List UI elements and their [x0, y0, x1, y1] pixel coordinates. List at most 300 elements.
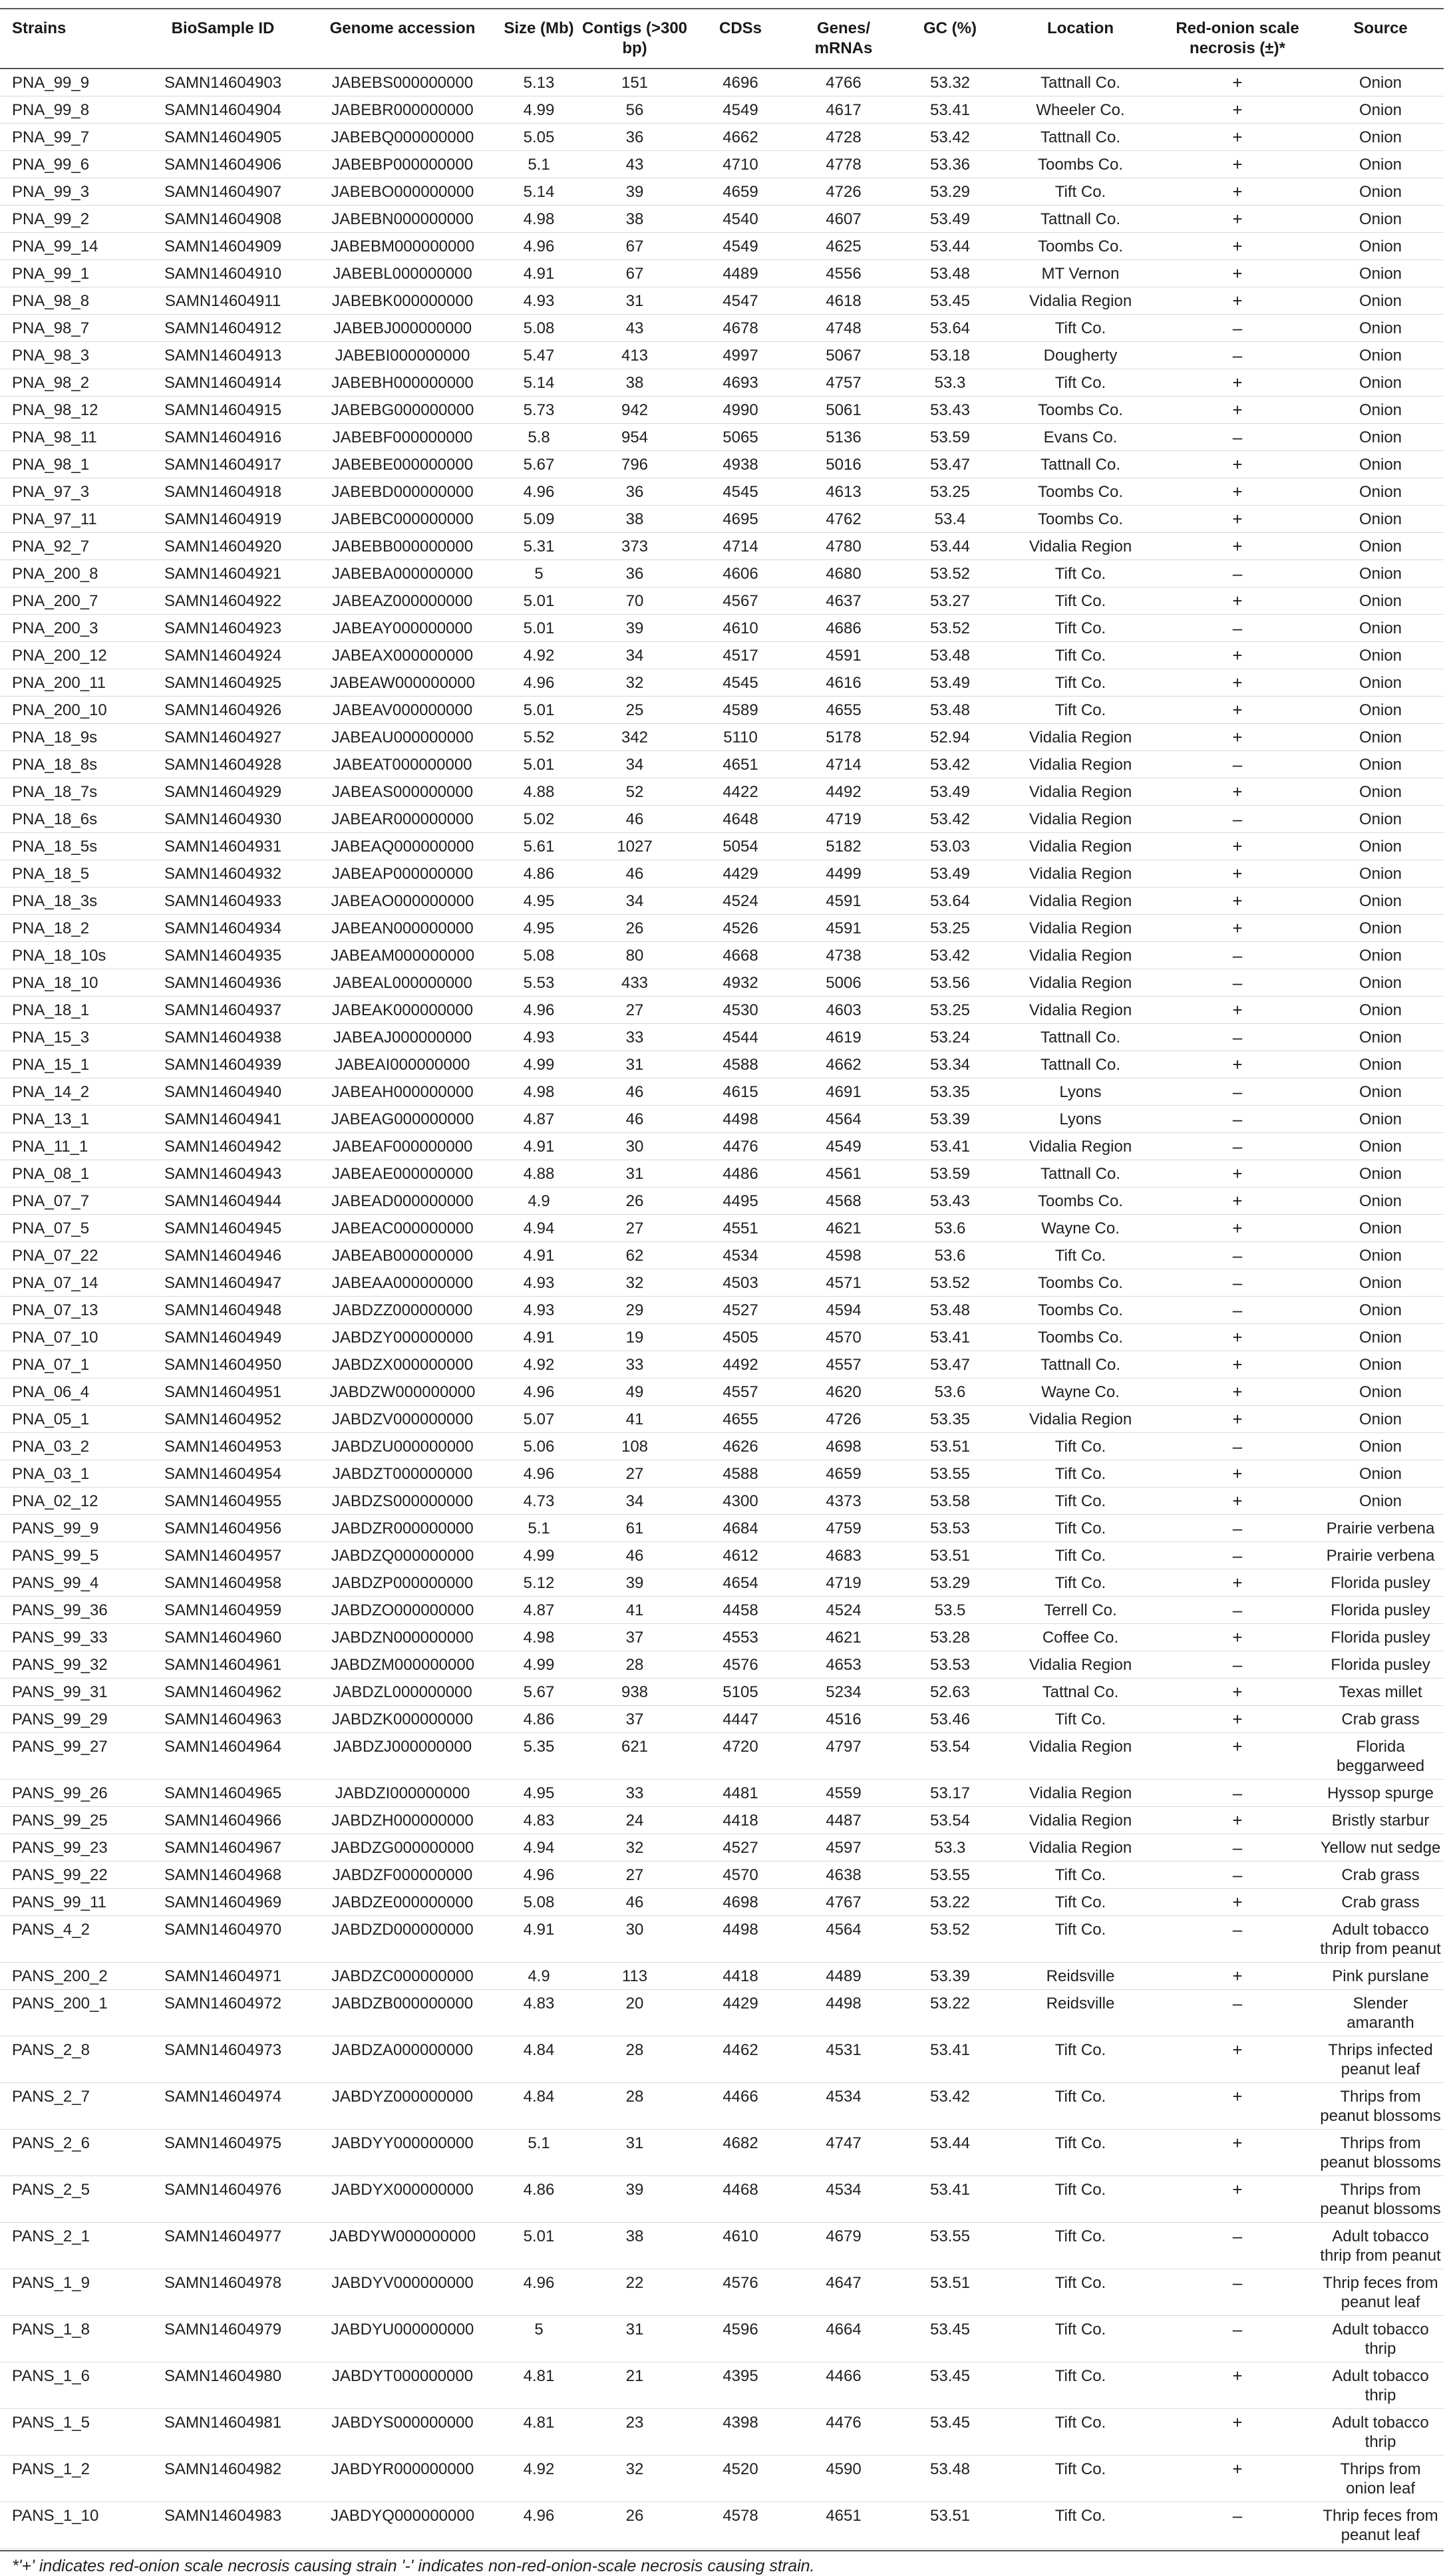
- cell-biosample-id: SAMN14604962: [140, 1679, 306, 1706]
- cell-source: Onion: [1317, 697, 1444, 724]
- cell-strain: PNA_98_8: [0, 287, 140, 315]
- table-row: [0, 642, 1444, 669]
- cell-size: 4.95: [499, 1780, 579, 1807]
- cell-cdss: 4695: [691, 506, 790, 533]
- cell-necrosis: –: [1158, 1651, 1317, 1679]
- cell-cdss: 4505: [691, 1324, 790, 1351]
- table-row: [0, 806, 1444, 833]
- cell-genome-accession: JABEAO000000000: [306, 887, 499, 915]
- cell-gc: 53.42: [897, 2083, 1003, 2130]
- cell-cdss: 4547: [691, 287, 790, 315]
- cell-genome-accession: JABEAH000000000: [306, 1078, 499, 1106]
- cell-gc: 53.03: [897, 833, 1003, 860]
- cell-genome-accession: JABDZT000000000: [306, 1460, 499, 1488]
- cell-biosample-id: SAMN14604945: [140, 1215, 306, 1242]
- cell-size: 4.96: [499, 1861, 579, 1889]
- cell-necrosis: +: [1158, 206, 1317, 233]
- table-row: [0, 1351, 1444, 1378]
- cell-cdss: 4684: [691, 1515, 790, 1542]
- table-row: [0, 1990, 1444, 2036]
- cell-necrosis: +: [1158, 887, 1317, 915]
- cell-biosample-id: SAMN14604928: [140, 751, 306, 778]
- cell-cdss: 4526: [691, 915, 790, 942]
- cell-location: Vidalia Region: [1003, 1406, 1158, 1433]
- table-row: [0, 1515, 1444, 1542]
- cell-genes-mrnas: 4570: [790, 1324, 897, 1351]
- cell-necrosis: +: [1158, 669, 1317, 697]
- cell-size: 5.05: [499, 124, 579, 151]
- cell-genome-accession: JABEAX000000000: [306, 642, 499, 669]
- cell-genes-mrnas: 4719: [790, 1569, 897, 1597]
- table-row: [0, 1160, 1444, 1188]
- cell-size: 5.14: [499, 178, 579, 206]
- cell-contigs: 27: [579, 1861, 691, 1889]
- cell-cdss: 5110: [691, 724, 790, 751]
- cell-size: 5.1: [499, 2130, 579, 2176]
- cell-genes-mrnas: 4757: [790, 369, 897, 397]
- table-row: [0, 833, 1444, 860]
- cell-genome-accession: JABEBO000000000: [306, 178, 499, 206]
- cell-biosample-id: SAMN14604974: [140, 2083, 306, 2130]
- cell-location: Lyons: [1003, 1106, 1158, 1133]
- table-row: [0, 1460, 1444, 1488]
- cell-location: Dougherty: [1003, 342, 1158, 369]
- cell-necrosis: –: [1158, 2316, 1317, 2362]
- cell-biosample-id: SAMN14604983: [140, 2502, 306, 2549]
- cell-location: Vidalia Region: [1003, 915, 1158, 942]
- cell-gc: 53.42: [897, 124, 1003, 151]
- cell-genome-accession: JABDYW000000000: [306, 2223, 499, 2269]
- table-row: [0, 178, 1444, 206]
- cell-biosample-id: SAMN14604976: [140, 2176, 306, 2223]
- cell-source: Onion: [1317, 96, 1444, 124]
- cell-size: 4.99: [499, 1651, 579, 1679]
- cell-necrosis: +: [1158, 1963, 1317, 1990]
- cell-genes-mrnas: 4653: [790, 1651, 897, 1679]
- cell-biosample-id: SAMN14604943: [140, 1160, 306, 1188]
- cell-genes-mrnas: 4621: [790, 1215, 897, 1242]
- cell-biosample-id: SAMN14604957: [140, 1542, 306, 1569]
- cell-source: Prairie verbena: [1317, 1515, 1444, 1542]
- cell-cdss: 4422: [691, 778, 790, 806]
- cell-genes-mrnas: 5067: [790, 342, 897, 369]
- cell-gc: 53.55: [897, 2223, 1003, 2269]
- cell-genome-accession: JABDZW000000000: [306, 1378, 499, 1406]
- cell-source: Onion: [1317, 642, 1444, 669]
- cell-necrosis: +: [1158, 1488, 1317, 1515]
- cell-genome-accession: JABEBJ000000000: [306, 315, 499, 342]
- cell-cdss: 4557: [691, 1378, 790, 1406]
- cell-size: 4.93: [499, 287, 579, 315]
- cell-strain: PANS_1_6: [0, 2362, 140, 2409]
- cell-gc: 53.4: [897, 506, 1003, 533]
- cell-strain: PANS_1_5: [0, 2409, 140, 2456]
- cell-gc: 53.54: [897, 1807, 1003, 1834]
- cell-genes-mrnas: 4487: [790, 1807, 897, 1834]
- cell-size: 4.95: [499, 887, 579, 915]
- cell-size: 5.67: [499, 1679, 579, 1706]
- cell-source: Onion: [1317, 1433, 1444, 1460]
- cell-size: 4.9: [499, 1963, 579, 1990]
- cell-location: Wayne Co.: [1003, 1378, 1158, 1406]
- cell-strain: PNA_99_1: [0, 260, 140, 287]
- cell-genome-accession: JABEAY000000000: [306, 615, 499, 642]
- cell-necrosis: –: [1158, 1597, 1317, 1624]
- cell-biosample-id: SAMN14604903: [140, 69, 306, 96]
- cell-genome-accession: JABDZV000000000: [306, 1406, 499, 1433]
- cell-strain: PNA_98_3: [0, 342, 140, 369]
- cell-location: Vidalia Region: [1003, 533, 1158, 560]
- cell-genome-accession: JABEBP000000000: [306, 151, 499, 178]
- cell-contigs: 23: [579, 2409, 691, 2456]
- cell-necrosis: –: [1158, 1861, 1317, 1889]
- cell-contigs: 31: [579, 1051, 691, 1078]
- cell-contigs: 80: [579, 942, 691, 969]
- cell-gc: 52.63: [897, 1679, 1003, 1706]
- cell-gc: 53.58: [897, 1488, 1003, 1515]
- cell-contigs: 413: [579, 342, 691, 369]
- cell-size: 4.91: [499, 1916, 579, 1963]
- cell-size: 5.01: [499, 615, 579, 642]
- cell-genes-mrnas: 4679: [790, 2223, 897, 2269]
- cell-genes-mrnas: 4466: [790, 2362, 897, 2409]
- table-row: [0, 697, 1444, 724]
- cell-genes-mrnas: 5178: [790, 724, 897, 751]
- cell-size: 5.09: [499, 506, 579, 533]
- cell-gc: 53.36: [897, 151, 1003, 178]
- cell-necrosis: –: [1158, 1078, 1317, 1106]
- cell-gc: 53.49: [897, 669, 1003, 697]
- cell-source: Onion: [1317, 1160, 1444, 1188]
- cell-genes-mrnas: 4662: [790, 1051, 897, 1078]
- cell-source: Onion: [1317, 587, 1444, 615]
- cell-strain: PNA_15_1: [0, 1051, 140, 1078]
- cell-necrosis: –: [1158, 1024, 1317, 1051]
- cell-necrosis: +: [1158, 478, 1317, 506]
- cell-genome-accession: JABDYU000000000: [306, 2316, 499, 2362]
- cell-necrosis: +: [1158, 1807, 1317, 1834]
- cell-contigs: 33: [579, 1780, 691, 1807]
- cell-size: 4.83: [499, 1990, 579, 2036]
- cell-genes-mrnas: 4698: [790, 1433, 897, 1460]
- cell-location: Vidalia Region: [1003, 806, 1158, 833]
- cell-size: 4.93: [499, 1024, 579, 1051]
- cell-location: Vidalia Region: [1003, 287, 1158, 315]
- cell-size: 4.87: [499, 1106, 579, 1133]
- cell-contigs: 31: [579, 2316, 691, 2362]
- cell-necrosis: +: [1158, 287, 1317, 315]
- cell-cdss: 4545: [691, 478, 790, 506]
- cell-gc: 53.52: [897, 1916, 1003, 1963]
- cell-gc: 53.25: [897, 478, 1003, 506]
- cell-genes-mrnas: 4616: [790, 669, 897, 697]
- cell-location: Vidalia Region: [1003, 942, 1158, 969]
- cell-cdss: 4932: [691, 969, 790, 997]
- cell-contigs: 28: [579, 2036, 691, 2083]
- cell-genes-mrnas: 4625: [790, 233, 897, 260]
- cell-genes-mrnas: 4748: [790, 315, 897, 342]
- table-row: [0, 124, 1444, 151]
- cell-contigs: 38: [579, 369, 691, 397]
- table-row: [0, 315, 1444, 342]
- cell-gc: 53.53: [897, 1651, 1003, 1679]
- cell-necrosis: –: [1158, 1133, 1317, 1160]
- cell-genes-mrnas: 4516: [790, 1706, 897, 1733]
- cell-gc: 53.22: [897, 1889, 1003, 1916]
- cell-genes-mrnas: 5016: [790, 451, 897, 478]
- cell-size: 5.14: [499, 369, 579, 397]
- cell-strain: PNA_200_11: [0, 669, 140, 697]
- cell-gc: 53.51: [897, 2502, 1003, 2549]
- cell-gc: 53.52: [897, 1269, 1003, 1297]
- cell-size: 5.47: [499, 342, 579, 369]
- cell-biosample-id: SAMN14604931: [140, 833, 306, 860]
- cell-source: Bristly starbur: [1317, 1807, 1444, 1834]
- cell-biosample-id: SAMN14604949: [140, 1324, 306, 1351]
- cell-strain: PNA_18_7s: [0, 778, 140, 806]
- cell-location: Toombs Co.: [1003, 1324, 1158, 1351]
- cell-genome-accession: JABEBF000000000: [306, 424, 499, 451]
- cell-strain: PNA_13_1: [0, 1106, 140, 1133]
- cell-necrosis: +: [1158, 697, 1317, 724]
- cell-genes-mrnas: 4621: [790, 1624, 897, 1651]
- cell-gc: 53.17: [897, 1780, 1003, 1807]
- cell-contigs: 108: [579, 1433, 691, 1460]
- cell-biosample-id: SAMN14604960: [140, 1624, 306, 1651]
- cell-genome-accession: JABEBN000000000: [306, 206, 499, 233]
- cell-genes-mrnas: 4680: [790, 560, 897, 587]
- cell-strain: PNA_99_9: [0, 69, 140, 96]
- cell-genes-mrnas: 4762: [790, 506, 897, 533]
- cell-location: Wheeler Co.: [1003, 96, 1158, 124]
- cell-location: Tift Co.: [1003, 587, 1158, 615]
- cell-source: Crab grass: [1317, 1889, 1444, 1916]
- cell-location: Tift Co.: [1003, 1460, 1158, 1488]
- cell-location: Toombs Co.: [1003, 478, 1158, 506]
- cell-cdss: 4503: [691, 1269, 790, 1297]
- cell-gc: 53.27: [897, 587, 1003, 615]
- cell-contigs: 41: [579, 1597, 691, 1624]
- cell-source: Onion: [1317, 124, 1444, 151]
- cell-genome-accession: JABDZR000000000: [306, 1515, 499, 1542]
- cell-genes-mrnas: 4664: [790, 2316, 897, 2362]
- cell-necrosis: +: [1158, 369, 1317, 397]
- cell-biosample-id: SAMN14604926: [140, 697, 306, 724]
- cell-cdss: 4578: [691, 2502, 790, 2549]
- cell-size: 4.96: [499, 2502, 579, 2549]
- cell-size: 4.96: [499, 233, 579, 260]
- cell-cdss: 4678: [691, 315, 790, 342]
- cell-necrosis: +: [1158, 151, 1317, 178]
- cell-genes-mrnas: 4556: [790, 260, 897, 287]
- cell-source: Onion: [1317, 1024, 1444, 1051]
- table-row: [0, 2036, 1444, 2083]
- cell-necrosis: +: [1158, 533, 1317, 560]
- cell-cdss: 4567: [691, 587, 790, 615]
- column-header-source: Source: [1317, 9, 1444, 69]
- cell-biosample-id: SAMN14604980: [140, 2362, 306, 2409]
- cell-biosample-id: SAMN14604954: [140, 1460, 306, 1488]
- cell-genome-accession: JABDZZ000000000: [306, 1297, 499, 1324]
- cell-biosample-id: SAMN14604927: [140, 724, 306, 751]
- cell-gc: 53.45: [897, 2362, 1003, 2409]
- cell-necrosis: –: [1158, 1269, 1317, 1297]
- cell-contigs: 32: [579, 1269, 691, 1297]
- cell-genes-mrnas: 4655: [790, 697, 897, 724]
- cell-strain: PNA_18_2: [0, 915, 140, 942]
- cell-necrosis: –: [1158, 2502, 1317, 2549]
- cell-size: 4.84: [499, 2036, 579, 2083]
- cell-biosample-id: SAMN14604979: [140, 2316, 306, 2362]
- cell-cdss: 4655: [691, 1406, 790, 1433]
- cell-location: Toombs Co.: [1003, 1269, 1158, 1297]
- cell-location: Tift Co.: [1003, 2176, 1158, 2223]
- cell-gc: 53.32: [897, 69, 1003, 96]
- cell-necrosis: +: [1158, 397, 1317, 424]
- cell-strain: PNA_18_10s: [0, 942, 140, 969]
- cell-size: 5.8: [499, 424, 579, 451]
- cell-genome-accession: JABEAF000000000: [306, 1133, 499, 1160]
- cell-location: Vidalia Region: [1003, 969, 1158, 997]
- cell-necrosis: +: [1158, 260, 1317, 287]
- cell-genes-mrnas: 4617: [790, 96, 897, 124]
- cell-contigs: 29: [579, 1297, 691, 1324]
- cell-genome-accession: JABDZK000000000: [306, 1706, 499, 1733]
- cell-necrosis: +: [1158, 2362, 1317, 2409]
- cell-cdss: 4549: [691, 96, 790, 124]
- cell-source: Onion: [1317, 397, 1444, 424]
- cell-source: Onion: [1317, 1242, 1444, 1269]
- cell-biosample-id: SAMN14604947: [140, 1269, 306, 1297]
- cell-size: 5.31: [499, 533, 579, 560]
- cell-genes-mrnas: 4561: [790, 1160, 897, 1188]
- cell-size: 4.91: [499, 1242, 579, 1269]
- table-row: [0, 342, 1444, 369]
- cell-gc: 53.3: [897, 369, 1003, 397]
- cell-source: Onion: [1317, 724, 1444, 751]
- cell-cdss: 4588: [691, 1460, 790, 1488]
- cell-size: 4.88: [499, 1160, 579, 1188]
- column-header-necrosis: Red-onion scale necrosis (±)*: [1158, 9, 1317, 69]
- cell-genome-accession: JABDZE000000000: [306, 1889, 499, 1916]
- cell-source: Onion: [1317, 1351, 1444, 1378]
- cell-genome-accession: JABDZJ000000000: [306, 1733, 499, 1780]
- cell-biosample-id: SAMN14604906: [140, 151, 306, 178]
- cell-location: Tift Co.: [1003, 642, 1158, 669]
- cell-size: 4.92: [499, 2456, 579, 2502]
- cell-genome-accession: JABEBQ000000000: [306, 124, 499, 151]
- cell-genome-accession: JABDZD000000000: [306, 1916, 499, 1963]
- cell-genes-mrnas: 4607: [790, 206, 897, 233]
- cell-size: 4.98: [499, 206, 579, 233]
- cell-cdss: 4570: [691, 1861, 790, 1889]
- cell-strain: PNA_03_2: [0, 1433, 140, 1460]
- cell-genes-mrnas: 4531: [790, 2036, 897, 2083]
- cell-cdss: 4612: [691, 1542, 790, 1569]
- cell-size: 5.01: [499, 751, 579, 778]
- cell-contigs: 19: [579, 1324, 691, 1351]
- cell-source: Onion: [1317, 615, 1444, 642]
- cell-location: Wayne Co.: [1003, 1215, 1158, 1242]
- table-row: [0, 1624, 1444, 1651]
- cell-source: Onion: [1317, 1460, 1444, 1488]
- table-row: [0, 2456, 1444, 2502]
- cell-cdss: 4498: [691, 1106, 790, 1133]
- cell-location: Vidalia Region: [1003, 778, 1158, 806]
- cell-strain: PNA_99_7: [0, 124, 140, 151]
- cell-size: 4.96: [499, 1460, 579, 1488]
- cell-genome-accession: JABDZU000000000: [306, 1433, 499, 1460]
- cell-cdss: 4551: [691, 1215, 790, 1242]
- cell-biosample-id: SAMN14604932: [140, 860, 306, 887]
- cell-genes-mrnas: 4726: [790, 178, 897, 206]
- cell-location: Vidalia Region: [1003, 724, 1158, 751]
- cell-source: Adult tobacco thrip from peanut: [1317, 1916, 1444, 1963]
- table-bottom-rule: [0, 2550, 1444, 2551]
- cell-cdss: 4698: [691, 1889, 790, 1916]
- cell-biosample-id: SAMN14604944: [140, 1188, 306, 1215]
- cell-gc: 53.56: [897, 969, 1003, 997]
- cell-size: 5.01: [499, 2223, 579, 2269]
- cell-cdss: 4462: [691, 2036, 790, 2083]
- table-row: [0, 151, 1444, 178]
- cell-contigs: 32: [579, 669, 691, 697]
- cell-genes-mrnas: 4619: [790, 1024, 897, 1051]
- cell-gc: 53.43: [897, 397, 1003, 424]
- cell-necrosis: +: [1158, 778, 1317, 806]
- cell-strain: PNA_99_2: [0, 206, 140, 233]
- cell-size: 4.88: [499, 778, 579, 806]
- cell-location: Vidalia Region: [1003, 1807, 1158, 1834]
- cell-contigs: 34: [579, 751, 691, 778]
- cell-source: Onion: [1317, 178, 1444, 206]
- cell-gc: 53.51: [897, 1542, 1003, 1569]
- cell-cdss: 4534: [691, 1242, 790, 1269]
- cell-biosample-id: SAMN14604911: [140, 287, 306, 315]
- cell-contigs: 46: [579, 860, 691, 887]
- cell-genes-mrnas: 4780: [790, 533, 897, 560]
- cell-gc: 53.22: [897, 1990, 1003, 2036]
- table-row: [0, 997, 1444, 1024]
- cell-location: Terrell Co.: [1003, 1597, 1158, 1624]
- cell-cdss: 4527: [691, 1297, 790, 1324]
- cell-location: Tift Co.: [1003, 2223, 1158, 2269]
- cell-genes-mrnas: 4738: [790, 942, 897, 969]
- cell-size: 5.52: [499, 724, 579, 751]
- cell-cdss: 5105: [691, 1679, 790, 1706]
- cell-cdss: 4468: [691, 2176, 790, 2223]
- cell-necrosis: –: [1158, 751, 1317, 778]
- table-row: [0, 969, 1444, 997]
- table-row: [0, 1024, 1444, 1051]
- cell-genes-mrnas: 4591: [790, 915, 897, 942]
- cell-contigs: 61: [579, 1515, 691, 1542]
- cell-gc: 53.49: [897, 860, 1003, 887]
- cell-size: 4.86: [499, 2176, 579, 2223]
- cell-necrosis: –: [1158, 1990, 1317, 2036]
- cell-contigs: 25: [579, 697, 691, 724]
- cell-gc: 53.45: [897, 2409, 1003, 2456]
- table-row: [0, 1889, 1444, 1916]
- cell-location: Tift Co.: [1003, 615, 1158, 642]
- cell-gc: 53.18: [897, 342, 1003, 369]
- table-row: [0, 533, 1444, 560]
- cell-biosample-id: SAMN14604937: [140, 997, 306, 1024]
- cell-biosample-id: SAMN14604961: [140, 1651, 306, 1679]
- cell-genome-accession: JABDZI000000000: [306, 1780, 499, 1807]
- cell-source: Thrips from onion leaf: [1317, 2456, 1444, 2502]
- cell-contigs: 27: [579, 997, 691, 1024]
